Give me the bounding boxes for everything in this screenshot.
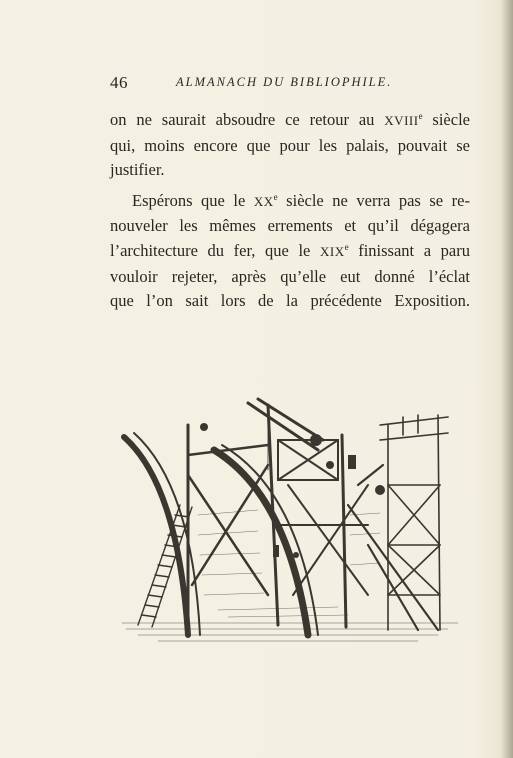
page-spine-shadow — [501, 0, 513, 758]
construction-engraving — [118, 395, 464, 650]
text-line: qui, moins encore que pour les palais, pouvait se — [110, 135, 470, 155]
century-numeral: XVIII — [384, 113, 419, 128]
century-numeral: XX — [253, 193, 274, 209]
text-line: justifier. — [110, 160, 165, 180]
text-line: on ne saurait absoudre ce retour au XVIIIe siècle — [110, 110, 470, 129]
text-line: nouveler les mêmes errements et qu’il dégagera — [110, 216, 470, 236]
text-line: vouloir rejeter, après qu’elle eut donné l’éclat — [110, 266, 470, 286]
page-number: 46 — [110, 73, 128, 92]
century-numeral: XIX — [320, 243, 345, 259]
text-line: l’architecture du fer, que le XIXe finissant a paru — [110, 240, 470, 260]
running-title: ALMANACH DU BIBLIOPHILE. — [176, 75, 393, 89]
text-line: Espérons que le XXe siècle ne verra pas se re- — [132, 190, 470, 210]
body-text — [110, 108, 470, 314]
text-line: que l’on sait lors de la précédente Exposition. — [110, 291, 470, 311]
page-header — [110, 73, 470, 95]
